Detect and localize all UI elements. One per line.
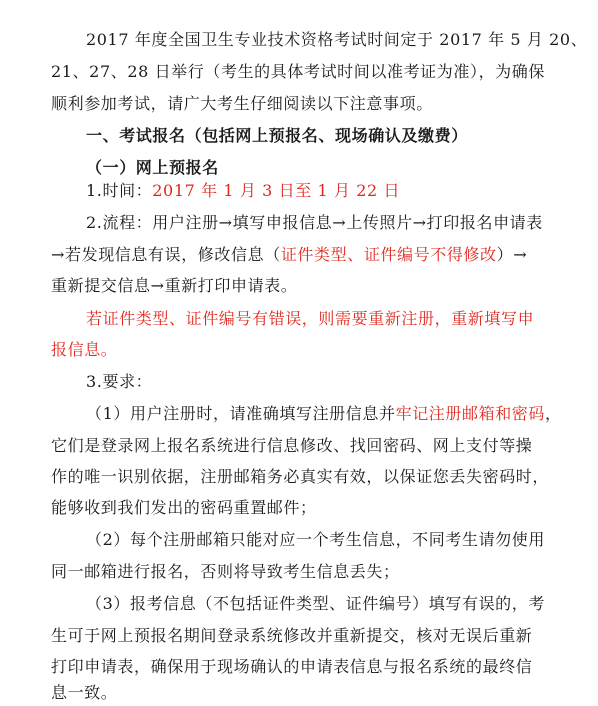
req-3-line-1: （3）报考信息（不包括证件类型、证件编号）填写有误的，考 (86, 594, 545, 613)
item-time (86, 181, 400, 201)
item-process-line-3: 重新提交信息→重新打印申请表。 (51, 276, 298, 295)
req-1-line-1 (86, 404, 562, 424)
intro-line-2: 21、27、28 日举行（考生的具体考试时间以准考证为准），为确保 (51, 62, 545, 81)
item-process-line-2-prefix: →若发现信息有误，修改信息（ (51, 245, 281, 264)
item-process-line-2 (51, 245, 527, 265)
req-3-line-4: 息一致。 (51, 683, 118, 702)
item-process-line-1: 2.流程：用户注册→填写申报信息→上传照片→打印报名申请表 (86, 213, 543, 232)
section-heading-registration: 一、考试报名（包括网上预报名、现场确认及缴费） (86, 126, 468, 145)
warning-line-2: 报信息。 (51, 340, 118, 359)
item-time-label: 1.时间： (86, 181, 153, 200)
req-1-line-1-prefix: （1）用户注册时，请准确填写注册信息并 (86, 404, 396, 423)
warning-line-1: 若证件类型、证件编号有错误，则需要重新注册，重新填写申 (86, 309, 535, 328)
req-1-line-3: 作的唯一识别依据，注册邮箱务必真实有效，以保证您丢失密码时， (51, 467, 550, 486)
req-3-line-3: 打印申请表，确保用于现场确认的申请表信息与报名系统的最终信 (51, 657, 533, 676)
req-2-line-1: （2）每个注册邮箱只能对应一个考生信息，不同考生请勿使用 (86, 530, 545, 549)
item-requirements-label: 3.要求： (86, 372, 153, 391)
intro-line-1: 2017 年度全国卫生专业技术资格考试时间定于 2017 年 5 月 20、 (86, 30, 588, 49)
req-1-line-1-suffix: ， (545, 404, 562, 423)
item-process-line-2-suffix: ）→ (496, 245, 528, 264)
req-2-line-2: 同一邮箱进行报名，否则将导致考生信息丢失； (51, 562, 400, 581)
req-1-line-2: 它们是登录网上报名系统进行信息修改、找回密码、网上支付等操 (51, 436, 533, 455)
item-time-value: 2017 年 1 月 3 日至 1 月 22 日 (152, 181, 401, 200)
subsection-heading-online-prereg: （一）网上预报名 (86, 158, 219, 177)
item-process-highlight: 证件类型、证件编号不得修改 (280, 245, 497, 264)
req-1-line-4: 能够收到我们发出的密码重置邮件； (51, 498, 317, 517)
req-1-highlight: 牢记注册邮箱和密码 (395, 404, 545, 423)
req-3-line-2: 生可于网上预报名期间登录系统修改并重新提交，核对无误后重新 (51, 626, 533, 645)
intro-line-3: 顺利参加考试，请广大考生仔细阅读以下注意事项。 (51, 94, 433, 113)
